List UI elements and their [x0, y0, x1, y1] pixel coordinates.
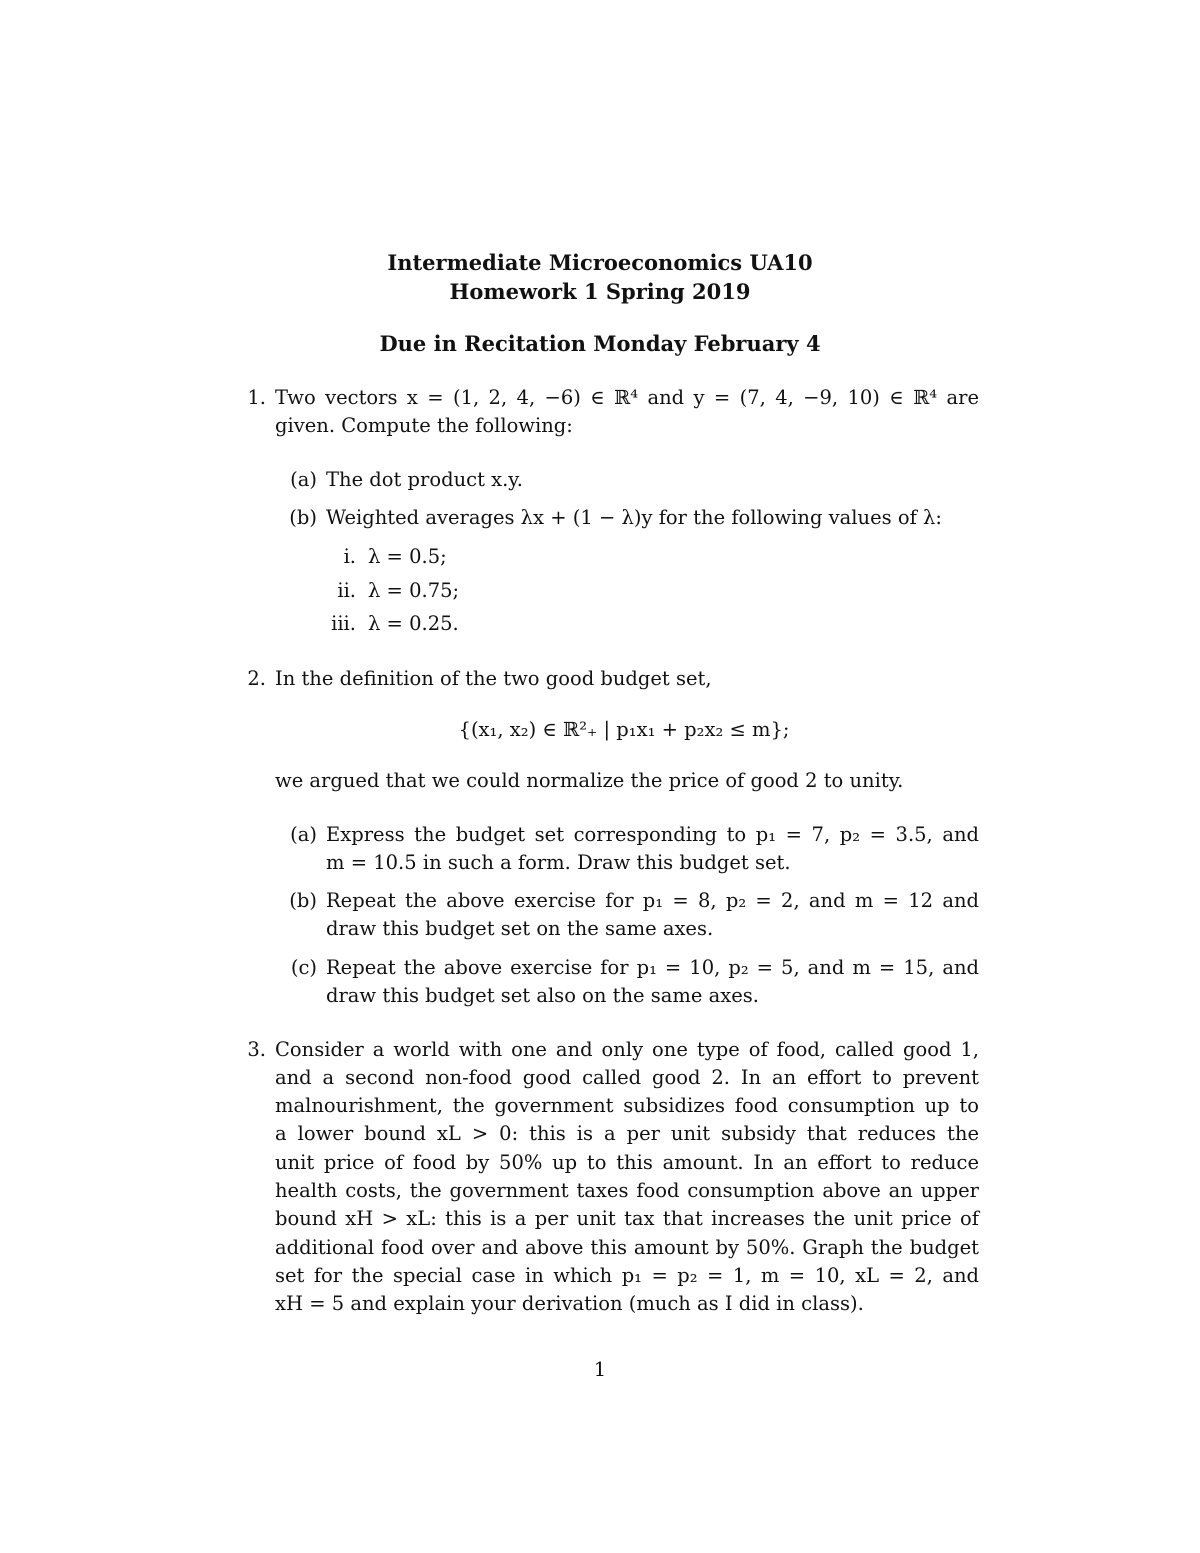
q1-item-iii-text: λ = 0.25. [368, 612, 459, 635]
q1-b-text: Weighted averages λx + (1 − λ)y for the following values of λ: [326, 506, 942, 529]
q2-a-line-2: m = 10.5 in such a form. Draw this budget set. [326, 851, 791, 874]
q1-item-iii-label: iii. [331, 612, 356, 635]
q2-a-line-1: Express the budget set corresponding to p₁ = 7, p₂ = 3.5, and [326, 823, 979, 846]
q3-line-5: unit price of food by 50% up to this amount. In an effort to reduce [275, 1151, 979, 1174]
q2-c-line-2: draw this budget set also on the same axes. [326, 984, 759, 1007]
q2-c-label: (c) [290, 956, 317, 979]
q1-item-i-label: i. [343, 545, 356, 568]
q3-line-10: xH = 5 and explain your derivation (much as I did in class). [275, 1292, 864, 1315]
q1-a-text: The dot product x.y. [326, 468, 523, 491]
due-date: Due in Recitation Monday February 4 [379, 331, 821, 356]
q3-line-3: malnourishment, the government subsidizes food consumption up to [275, 1094, 979, 1117]
q3-line-1: Consider a world with one and only one type of food, called good 1, [275, 1038, 979, 1061]
q2-b-line-1: Repeat the above exercise for p₁ = 8, p₂ = 2, and m = 12 and [326, 889, 979, 912]
q1-b-label: (b) [289, 506, 317, 529]
q3-line-4: a lower bound xL > 0: this is a per unit subsidy that reduces the [275, 1122, 979, 1145]
question-1-number: 1. [247, 386, 266, 409]
question-1-line-2: given. Compute the following: [275, 414, 573, 437]
q3-line-8: additional food over and above this amount by 50%. Graph the budget [275, 1236, 979, 1259]
q3-line-7: bound xH > xL: this is a per unit tax that increases the unit price of [275, 1207, 979, 1230]
q1-item-ii-text: λ = 0.75; [368, 579, 460, 602]
question-2-after: we argued that we could normalize the price of good 2 to unity. [275, 769, 904, 792]
q2-c-line-1: Repeat the above exercise for p₁ = 10, p₂ = 5, and m = 15, and [326, 956, 979, 979]
document-title: Intermediate Microeconomics UA10 [387, 250, 813, 275]
budget-set-formula: {(x₁, x₂) ∈ ℝ²₊ | p₁x₁ + p₂x₂ ≤ m}; [458, 718, 790, 741]
question-3-number: 3. [247, 1038, 266, 1061]
q2-b-label: (b) [289, 889, 317, 912]
page-number: 1 [593, 1358, 607, 1381]
q2-b-line-2: draw this budget set on the same axes. [326, 917, 714, 940]
q3-line-2: and a second non-food good called good 2. In an effort to prevent [275, 1066, 979, 1089]
q3-line-6: health costs, the government taxes food consumption above an upper [275, 1179, 979, 1202]
q2-a-label: (a) [290, 823, 317, 846]
q1-item-i-text: λ = 0.5; [368, 545, 447, 568]
q1-item-ii-label: ii. [337, 579, 356, 602]
document-subtitle: Homework 1 Spring 2019 [449, 279, 751, 304]
question-2-intro: In the definition of the two good budget set, [275, 667, 712, 690]
question-1-line-1: Two vectors x = (1, 2, 4, −6) ∈ ℝ⁴ and y = (7, 4, −9, 10) ∈ ℝ⁴ are [275, 386, 979, 409]
q3-line-9: set for the special case in which p₁ = p₂ = 1, m = 10, xL = 2, and [275, 1264, 979, 1287]
question-2-number: 2. [247, 667, 266, 690]
q1-a-label: (a) [290, 468, 317, 491]
